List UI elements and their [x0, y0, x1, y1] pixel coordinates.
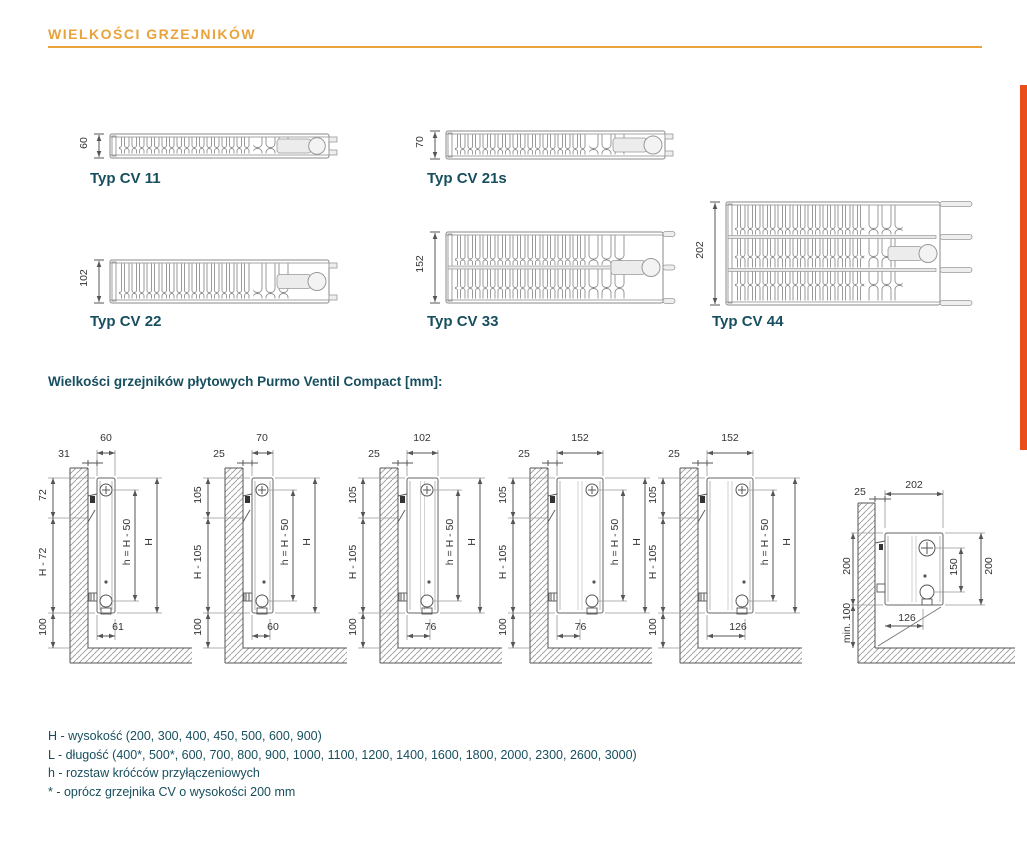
- sv1-wall-offset: 31: [58, 448, 70, 460]
- cv21s-cross-section: [414, 130, 686, 160]
- cv33-cross-section: [414, 231, 686, 304]
- sv3-upper-dim: 105: [347, 486, 359, 504]
- legend: [48, 727, 637, 801]
- cv33-height-dim-label: 152: [414, 255, 426, 273]
- sv5-wall-offset: 25: [668, 448, 680, 460]
- cv21s-height-dim-label: 70: [414, 136, 426, 148]
- cv11-cross-section: [78, 133, 350, 159]
- sv5-height: H: [781, 538, 793, 546]
- sv4-bottom-width: 76: [574, 621, 587, 633]
- cv44-cross-section: [694, 201, 986, 306]
- type-label-cv21s: Typ CV 21s: [427, 170, 507, 187]
- sv3-lower-dim: 100: [347, 618, 359, 636]
- sv4-top-width: 152: [571, 432, 589, 444]
- subtitle: Wielkości grzejników płytowych Purmo Ventil Compact [mm]:: [48, 374, 443, 389]
- sv3-bottom-width: 76: [424, 621, 437, 633]
- side-view-cv11: [37, 432, 210, 687]
- sv4-wall-offset: 25: [518, 448, 530, 460]
- sv5-upper-dim: 105: [647, 486, 659, 504]
- mv-wall-offset: 25: [854, 486, 866, 498]
- cv22-height-dim-label: 102: [78, 269, 90, 287]
- sv5-bottom-width: 126: [729, 621, 747, 633]
- sv3-port-spacing: h = H - 50: [444, 518, 456, 566]
- legend-line-note: * - oprócz grzejnika CV o wysokości 200 mm: [48, 784, 296, 799]
- legend-line-ports: h - rozstaw króćców przyłączeniowych: [48, 766, 260, 780]
- sv1-top-width: 60: [100, 432, 112, 444]
- right-accent-bar: [1020, 85, 1027, 450]
- side-view-cv22: [347, 432, 520, 687]
- sv2-height: H: [301, 538, 313, 546]
- sv3-height: H: [466, 538, 478, 546]
- type-label-cv33: Typ CV 33: [427, 313, 499, 330]
- mv-top-width: 202: [905, 479, 923, 491]
- sv1-middle-dim: H - 72: [37, 547, 49, 577]
- sv2-bottom-width: 60: [267, 621, 279, 633]
- sv1-upper-dim: 72: [37, 489, 49, 501]
- mv-height: 200: [841, 557, 853, 575]
- sv5-middle-dim: H - 105: [647, 544, 659, 580]
- sv2-lower-dim: 100: [192, 618, 204, 636]
- sv1-port-spacing: h = H - 50: [121, 518, 133, 566]
- mv-floor-clearance: min. 100: [841, 602, 853, 644]
- sv4-height: H: [631, 538, 643, 546]
- mv-bottom-width: 126: [898, 612, 916, 624]
- mount-view-cv44: [843, 468, 1027, 683]
- page-title: WIELKOŚCI GRZEJNIKÓW: [48, 26, 257, 42]
- sv5-lower-dim: 100: [647, 618, 659, 636]
- sv2-port-spacing: h = H - 50: [279, 518, 291, 566]
- type-label-cv11: Typ CV 11: [90, 170, 161, 187]
- sv2-top-width: 70: [256, 432, 268, 444]
- sv1-bottom-width: 61: [112, 621, 124, 633]
- side-view-cv44: [647, 432, 820, 687]
- sv4-lower-dim: 100: [497, 618, 509, 636]
- cv44-height-dim-label: 202: [694, 241, 706, 259]
- type-label-cv44: Typ CV 44: [712, 313, 784, 330]
- sv2-wall-offset: 25: [213, 448, 225, 460]
- sv5-port-spacing: h = H - 50: [759, 518, 771, 566]
- sv5-top-width: 152: [721, 432, 739, 444]
- sv2-upper-dim: 105: [192, 486, 204, 504]
- cv11-height-dim-label: 60: [78, 137, 90, 149]
- mv-outer-height: 200: [983, 557, 995, 575]
- sv4-upper-dim: 105: [497, 486, 509, 504]
- mv-port-spacing: 150: [948, 558, 960, 576]
- cv22-cross-section: [78, 259, 350, 304]
- sv2-middle-dim: H - 105: [192, 544, 204, 580]
- header-rule: [48, 46, 982, 48]
- sv3-middle-dim: H - 105: [347, 544, 359, 580]
- sv4-middle-dim: H - 105: [497, 544, 509, 580]
- sv1-lower-dim: 100: [37, 618, 49, 636]
- sv4-port-spacing: h = H - 50: [609, 518, 621, 566]
- side-view-cv21s: [192, 432, 365, 687]
- legend-line-h: H - wysokość (200, 300, 400, 450, 500, 600, 900): [48, 729, 322, 743]
- sv3-wall-offset: 25: [368, 448, 380, 460]
- legend-line-l: L - długość (400*, 500*, 600, 700, 800, 900, 1000, 1100, 1200, 1400, 1600, 1800, 2000, 2300, 2600, 3000): [48, 747, 637, 762]
- sv1-height: H: [143, 538, 155, 546]
- type-label-cv22: Typ CV 22: [90, 313, 162, 330]
- side-view-cv33: [497, 432, 670, 687]
- sv3-top-width: 102: [413, 432, 431, 444]
